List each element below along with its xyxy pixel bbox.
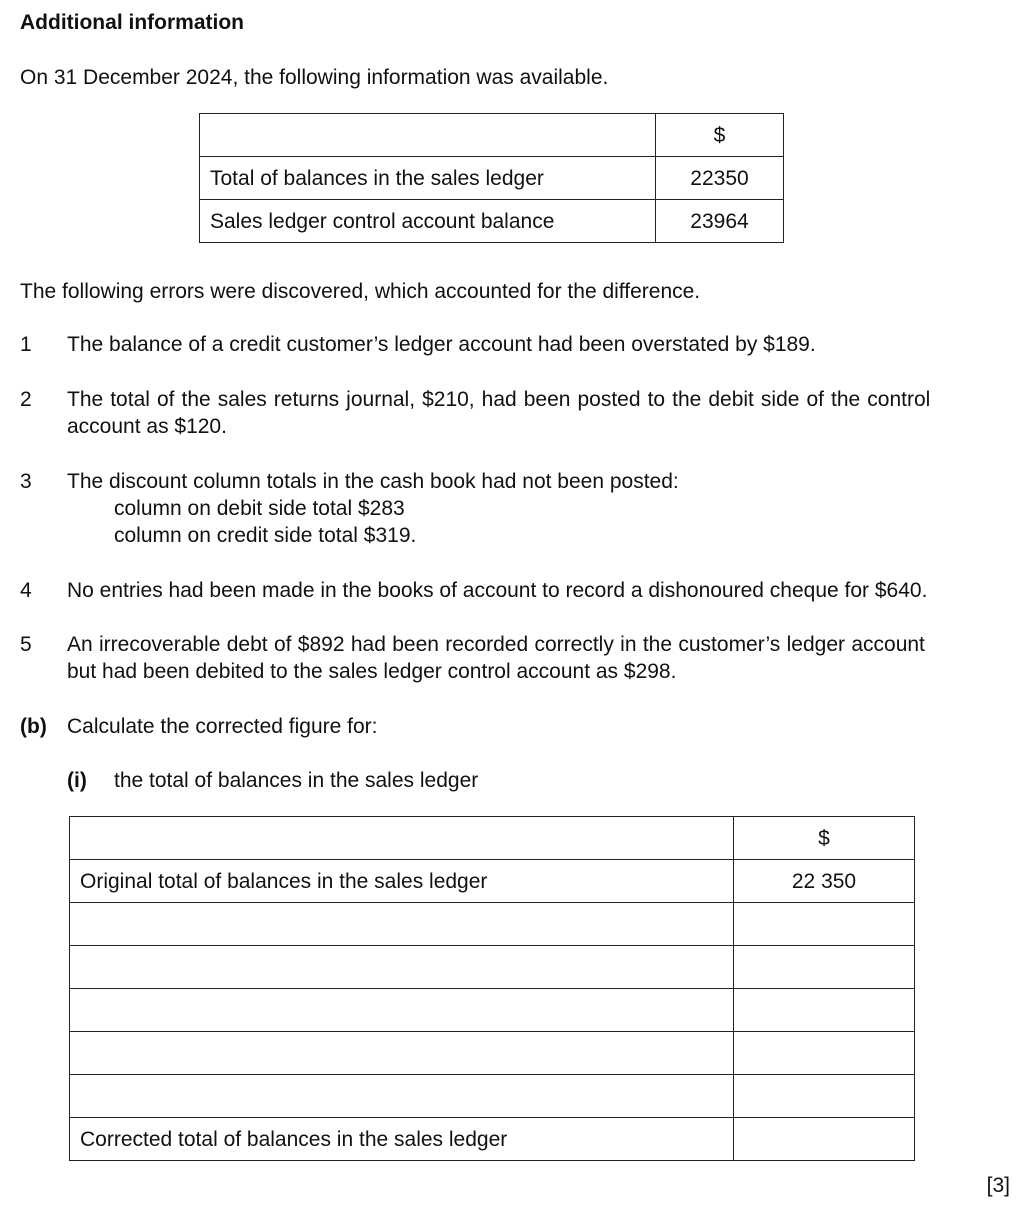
error-text: account as $120. [67, 415, 227, 438]
table-cell [70, 817, 734, 860]
answer-label-cell[interactable] [70, 1075, 734, 1118]
answer-row [70, 903, 915, 946]
error-subline: column on debit side total $283 [114, 497, 405, 520]
answer-label-cell[interactable] [70, 903, 734, 946]
info-table [199, 113, 784, 243]
answer-row [70, 1075, 915, 1118]
row-label: Original total of balances in the sales ledger [70, 860, 734, 903]
part-i-label: (i) [67, 769, 87, 792]
error-number: 2 [20, 388, 32, 411]
row-amount: 23964 [656, 200, 784, 243]
row-amount: 22350 [656, 157, 784, 200]
part-i-question: the total of balances in the sales ledger [114, 769, 479, 792]
part-b-question: Calculate the corrected figure for: [67, 715, 378, 738]
table-cell [200, 114, 656, 157]
row-label: Corrected total of balances in the sales ledger [70, 1118, 734, 1161]
answer-amount-cell[interactable] [734, 946, 915, 989]
row-label: Sales ledger control account balance [200, 200, 656, 243]
error-number: 4 [20, 579, 32, 602]
error-number: 5 [20, 633, 32, 656]
table-row [70, 1118, 915, 1161]
intro-text: On 31 December 2024, the following information was available. [20, 66, 609, 89]
answer-row [70, 946, 915, 989]
answer-label-cell[interactable] [70, 1032, 734, 1075]
answer-label-cell[interactable] [70, 946, 734, 989]
error-text: No entries had been made in the books of account to record a dishonoured cheque for $640. [67, 579, 928, 602]
error-text: The discount column totals in the cash book had not been posted: [67, 470, 679, 493]
answer-row [70, 989, 915, 1032]
error-text: The balance of a credit customer’s ledger account had been overstated by $189. [67, 333, 816, 356]
row-label: Total of balances in the sales ledger [200, 157, 656, 200]
marks-allocation: [3] [986, 1174, 1010, 1197]
row-amount: 22 350 [734, 860, 915, 903]
part-b-label: (b) [20, 715, 47, 738]
answer-label-cell[interactable] [70, 989, 734, 1032]
currency-header: $ [734, 817, 915, 860]
error-text: An irrecoverable debt of $892 had been recorded correctly in the customer’s ledger account [67, 633, 925, 656]
error-text: The total of the sales returns journal, $210, had been posted to the debit side of the control [67, 388, 931, 411]
table-header-row [200, 114, 784, 157]
answer-amount-cell[interactable] [734, 989, 915, 1032]
table-header-row [70, 817, 915, 860]
error-text: but had been debited to the sales ledger control account as $298. [67, 660, 677, 683]
calculation-table [69, 816, 915, 1161]
error-number: 3 [20, 470, 32, 493]
answer-row [70, 1032, 915, 1075]
answer-amount-cell[interactable] [734, 903, 915, 946]
table-row [70, 860, 915, 903]
answer-amount-cell[interactable] [734, 1032, 915, 1075]
corrected-amount-cell[interactable] [734, 1118, 915, 1161]
table-row [200, 200, 784, 243]
error-number: 1 [20, 333, 32, 356]
errors-intro-text: The following errors were discovered, which accounted for the difference. [20, 280, 701, 303]
table-row [200, 157, 784, 200]
answer-amount-cell[interactable] [734, 1075, 915, 1118]
error-subline: column on credit side total $319. [114, 524, 417, 547]
section-heading: Additional information [20, 11, 244, 34]
currency-header: $ [656, 114, 784, 157]
